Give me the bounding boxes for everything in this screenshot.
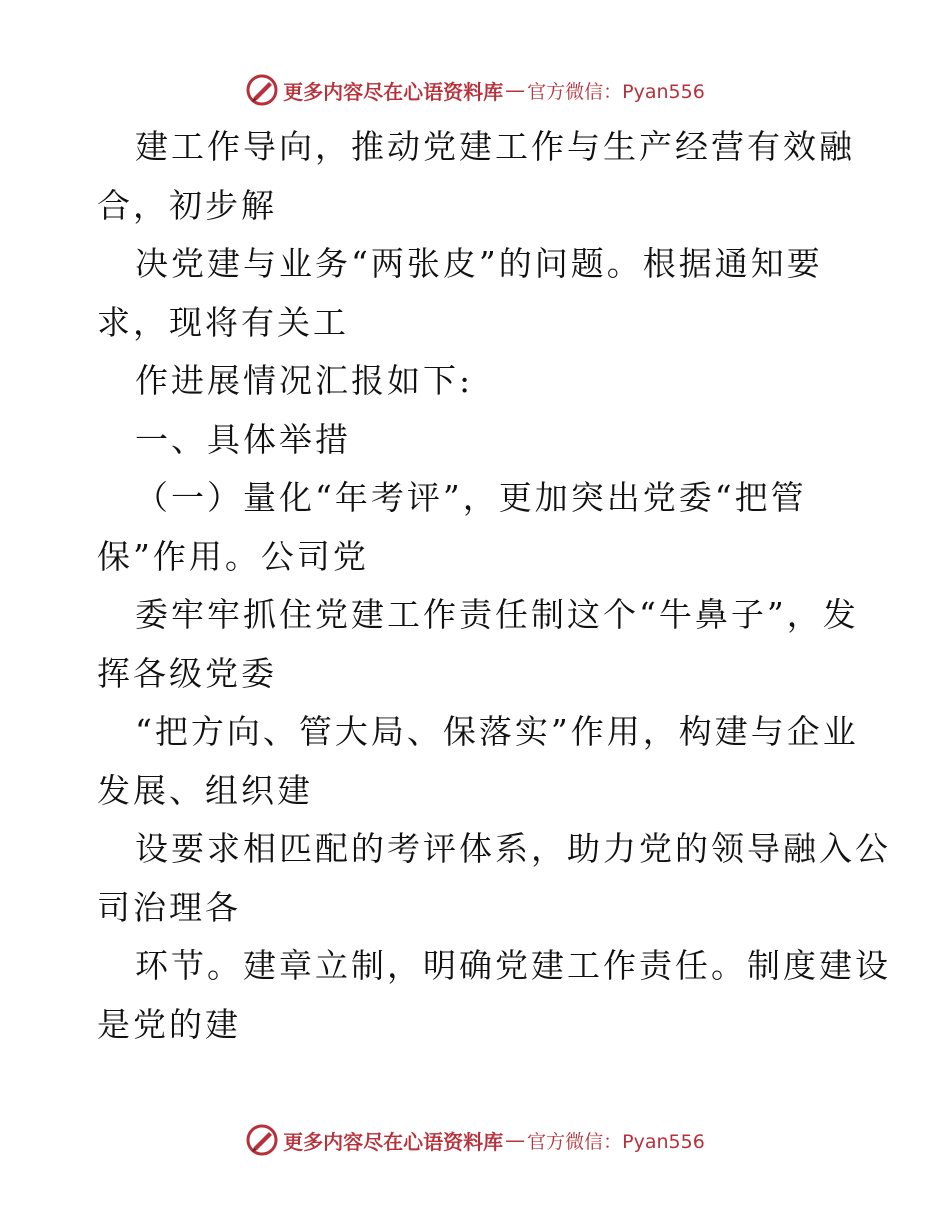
body-line: 环节。建章立制，明确党建工作责任。制度建设 — [135, 946, 891, 985]
watermark-dash: — — [505, 1128, 526, 1152]
body-line: 是党的建 — [97, 1004, 241, 1044]
watermark-brand: 更多内容尽在心语资料库 — [283, 79, 504, 104]
watermark-contact: 官方微信：Pyan556 — [527, 80, 705, 103]
body-line: “把方向、管大局、保落实”作用，构建与企业 — [135, 712, 859, 751]
footer-watermark — [0, 1120, 950, 1160]
body-line: 合，初步解 — [97, 185, 277, 225]
watermark-dash: — — [505, 78, 526, 102]
section-heading: 一、具体举措 — [135, 419, 351, 459]
body-line: 保”作用。公司党 — [97, 536, 369, 576]
body-line: 建工作导向，推动党建工作与生产经营有效融 — [135, 127, 855, 166]
body-line: 委牢牢抓住党建工作责任制这个“牛鼻子”，发 — [135, 595, 859, 634]
body-line: 决党建与业务“两张皮”的问题。根据通知要 — [135, 244, 823, 283]
watermark-brand: 更多内容尽在心语资料库 — [283, 1129, 504, 1154]
body-line: 挥各级党委 — [97, 653, 277, 693]
body-line: 作进展情况汇报如下: — [135, 361, 474, 400]
watermark-contact: 官方微信：Pyan556 — [527, 1130, 705, 1153]
body-line: 求，现将有关工 — [97, 302, 349, 342]
pen-logo-icon — [245, 1123, 279, 1157]
subsection-heading: （一）量化“年考评”，更加突出党委“把管 — [135, 478, 807, 517]
header-watermark — [0, 70, 950, 110]
document-body — [97, 118, 891, 1054]
pen-logo-icon — [245, 73, 279, 107]
body-line: 发展、组织建 — [97, 770, 313, 810]
body-line: 司治理各 — [97, 887, 241, 927]
body-line: 设要求相匹配的考评体系，助力党的领导融入公 — [135, 829, 891, 868]
